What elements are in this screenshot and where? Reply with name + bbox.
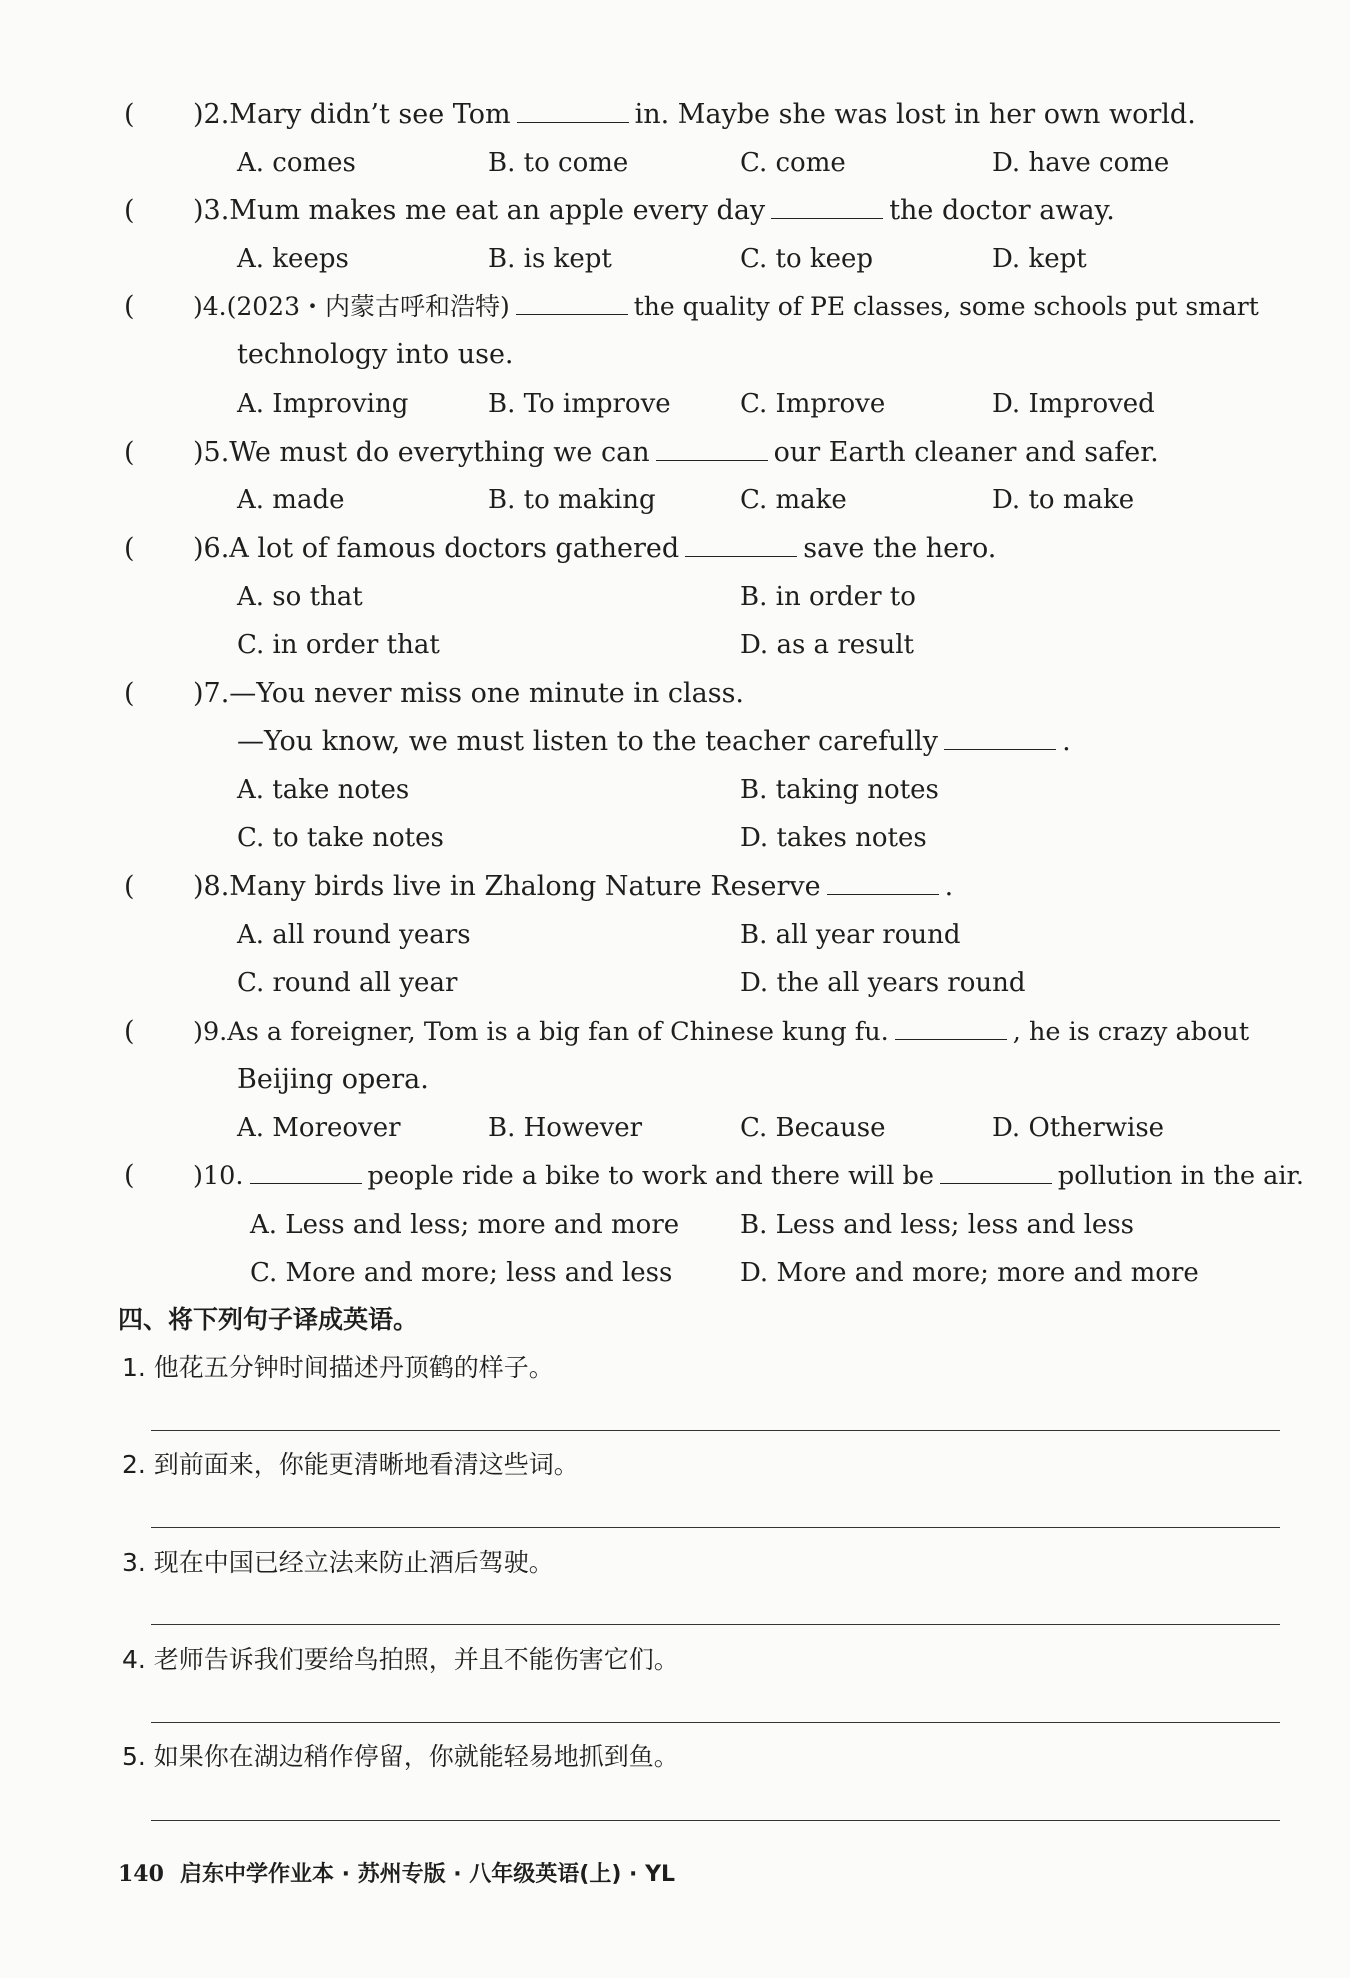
- option-d: D. to make: [992, 485, 1135, 515]
- answer-line-4[interactable]: [151, 1722, 1280, 1723]
- option-c: C. More and more; less and less: [250, 1258, 673, 1288]
- translation-prompt-4: 4. 老师告诉我们要给鸟拍照，并且不能伤害它们。: [122, 1645, 679, 1674]
- option-a: A. made: [237, 485, 345, 515]
- answer-bracket[interactable]: (: [124, 99, 135, 130]
- option-c: C. Because: [740, 1113, 886, 1143]
- question-6: [0, 525, 1350, 573]
- option-b: B. However: [488, 1113, 643, 1143]
- option-d: D. have come: [992, 148, 1170, 178]
- answer-line-3[interactable]: [151, 1624, 1280, 1625]
- option-a: A. Improving: [237, 389, 409, 419]
- option-d: D. More and more; more and more: [740, 1258, 1199, 1288]
- section-title: 四、将下列句子译成英语。: [118, 1305, 419, 1334]
- question-stem: )8.Many birds live in Zhalong Nature Reserve .: [193, 871, 954, 902]
- answer-bracket[interactable]: (: [124, 195, 135, 226]
- book-title: 启东中学作业本 · 苏州专版 · 八年级英语(上) · YL: [179, 1862, 676, 1887]
- option-a: A. take notes: [237, 775, 410, 805]
- option-d: D. kept: [992, 244, 1087, 274]
- answer-blank[interactable]: [940, 1159, 1052, 1184]
- option-a: A. Less and less; more and more: [250, 1210, 680, 1240]
- option-a: A. so that: [237, 582, 363, 612]
- answer-blank[interactable]: [250, 1159, 362, 1184]
- option-b: B. To improve: [488, 389, 671, 419]
- question-7: [0, 670, 1350, 718]
- answer-blank[interactable]: [944, 725, 1056, 750]
- answer-blank[interactable]: [771, 194, 883, 219]
- option-c: C. in order that: [237, 630, 440, 660]
- option-c: C. Improve: [740, 389, 886, 419]
- question-stem: )4.(2023・内蒙古呼和浩特) the quality of PE classes, some schools put smart: [193, 292, 1259, 321]
- answer-bracket[interactable]: (: [124, 1016, 135, 1047]
- option-a: A. Moreover: [237, 1113, 401, 1143]
- question-stem-continued: Beijing opera.: [237, 1064, 429, 1095]
- answer-bracket[interactable]: (: [124, 291, 135, 322]
- translation-prompt-3: 3. 现在中国已经立法来防止酒后驾驶。: [122, 1548, 554, 1577]
- answer-bracket[interactable]: (: [124, 871, 135, 902]
- dialogue-line-2: —You know, we must listen to the teacher carefully .: [237, 726, 1071, 757]
- option-b: B. all year round: [740, 920, 961, 950]
- answer-bracket[interactable]: (: [124, 437, 135, 468]
- question-stem: )10. people ride a bike to work and there will be pollution in the air.: [193, 1161, 1305, 1191]
- question-stem-continued: technology into use.: [237, 339, 514, 370]
- option-d: D. the all years round: [740, 968, 1026, 998]
- question-4: [0, 283, 1350, 331]
- option-b: B. to making: [488, 485, 656, 515]
- question-9: [0, 1008, 1350, 1056]
- question-stem: )5.We must do everything we can our Earth cleaner and safer.: [193, 437, 1159, 468]
- option-b: B. taking notes: [740, 775, 939, 805]
- answer-blank[interactable]: [517, 98, 629, 123]
- page-footer: [118, 1856, 675, 1893]
- option-a: A. keeps: [237, 244, 349, 274]
- question-2: [0, 91, 1350, 139]
- answer-blank[interactable]: [895, 1015, 1007, 1040]
- option-c: C. to keep: [740, 244, 874, 274]
- translation-prompt-5: 5. 如果你在湖边稍作停留，你就能轻易地抓到鱼。: [122, 1742, 679, 1771]
- answer-line-5[interactable]: [151, 1820, 1280, 1821]
- answer-bracket[interactable]: (: [124, 533, 135, 564]
- option-d: D. as a result: [740, 630, 914, 660]
- translation-prompt-2: 2. 到前面来，你能更清晰地看清这些词。: [122, 1450, 579, 1479]
- option-b: B. in order to: [740, 582, 916, 612]
- answer-blank[interactable]: [827, 870, 939, 895]
- option-c: C. round all year: [237, 968, 458, 998]
- option-b: B. Less and less; less and less: [740, 1210, 1134, 1240]
- question-stem: )9.As a foreigner, Tom is a big fan of Chinese kung fu. , he is crazy about: [193, 1017, 1250, 1047]
- question-stem: )7.—You never miss one minute in class.: [193, 678, 745, 709]
- option-a: A. all round years: [237, 920, 471, 950]
- question-stem: )2.Mary didn’t see Tom in. Maybe she was lost in her own world.: [193, 99, 1196, 130]
- answer-bracket[interactable]: (: [124, 678, 135, 709]
- option-a: A. comes: [237, 148, 356, 178]
- option-b: B. is kept: [488, 244, 612, 274]
- question-8: [0, 863, 1350, 911]
- translation-prompt-1: 1. 他花五分钟时间描述丹顶鹤的样子。: [122, 1353, 554, 1382]
- option-d: D. Otherwise: [992, 1113, 1165, 1143]
- answer-line-1[interactable]: [151, 1430, 1280, 1431]
- answer-line-2[interactable]: [151, 1527, 1280, 1528]
- option-d: D. takes notes: [740, 823, 927, 853]
- option-c: C. come: [740, 148, 846, 178]
- question-stem: )6.A lot of famous doctors gathered save the hero.: [193, 533, 997, 564]
- question-3: [0, 187, 1350, 235]
- option-d: D. Improved: [992, 389, 1155, 419]
- question-5: [0, 429, 1350, 477]
- option-b: B. to come: [488, 148, 629, 178]
- option-c: C. to take notes: [237, 823, 444, 853]
- question-10: [0, 1152, 1350, 1200]
- answer-blank[interactable]: [685, 532, 797, 557]
- option-c: C. make: [740, 485, 847, 515]
- question-stem: )3.Mum makes me eat an apple every day the doctor away.: [193, 195, 1115, 226]
- answer-bracket[interactable]: (: [124, 1160, 135, 1191]
- answer-blank[interactable]: [516, 290, 628, 315]
- answer-blank[interactable]: [656, 436, 768, 461]
- page-number: 140: [118, 1861, 164, 1887]
